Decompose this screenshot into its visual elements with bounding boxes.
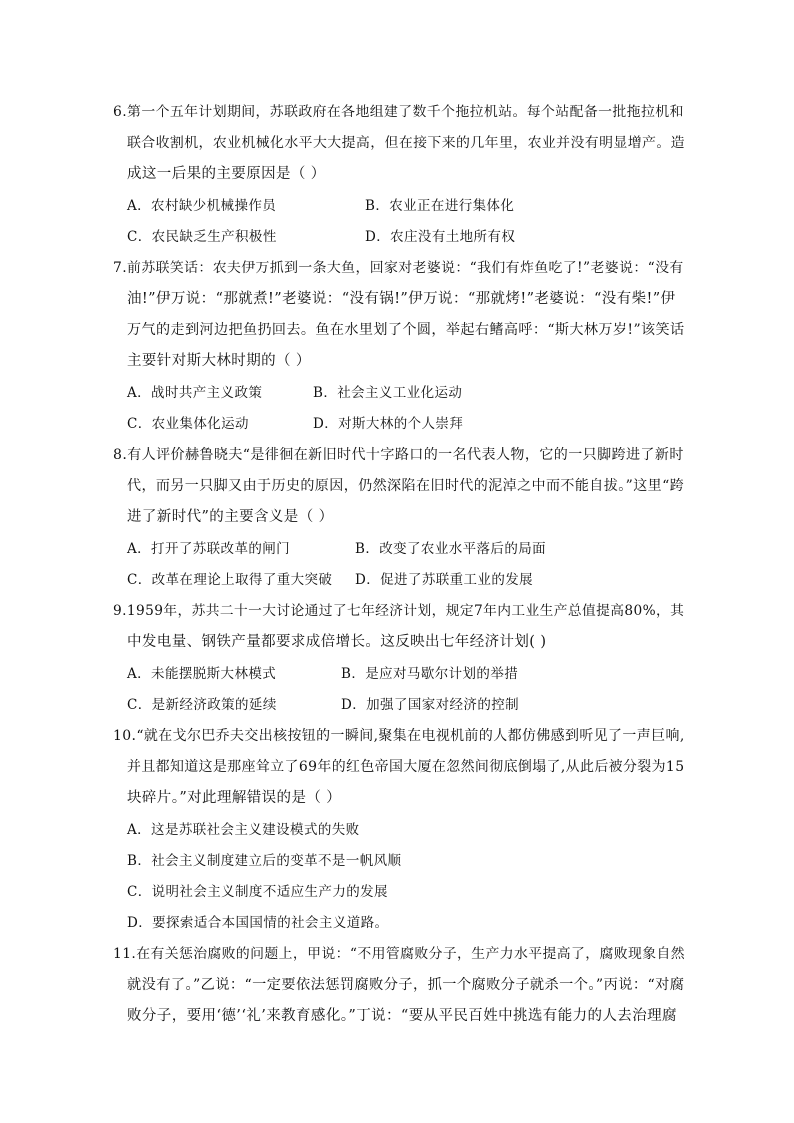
- q11-stem-line-3: 败分子，要用‘德’‘礼’来教育感化。”丁说：“要从平民百姓中挑选有能力的人去治理腐: [127, 1008, 677, 1024]
- q6-option-d: D．农庄没有土地所有权: [365, 229, 516, 245]
- q10-option-a: A．这是苏联社会主义建设模式的失败: [127, 822, 360, 838]
- q7-option-a: A．战时共产主义政策: [127, 385, 263, 401]
- q10-stem-line-2: 并且都知道这是那座耸立了69年的红色帝国大厦在忽然间彻底倒塌了,从此后被分裂为15: [127, 759, 685, 775]
- q8-stem-line-2: 代，而另一只脚又由于历史的原因，仍然深陷在旧时代的泥淖之中而不能自拔。”这里“跨: [127, 478, 685, 494]
- q6-stem-line-3: 成这一后果的主要原因是（ ）: [127, 166, 326, 182]
- q6-option-c: C．农民缺乏生产积极性: [127, 229, 277, 245]
- q8-option-b: B．改变了农业水平落后的局面: [355, 541, 547, 557]
- q10-stem-line-1: 10.“就在戈尔巴乔夫交出核按钮的一瞬间,聚集在电视机前的人都仿佛感到听见了一声巨响,: [113, 728, 685, 744]
- q10-option-d: D．要探索适合本国国情的社会主义道路。: [127, 915, 389, 931]
- q7-stem-line-2: 油!”伊万说：“那就煮!”老婆说：“没有锅!”伊万说：“那就烤!”老婆说：“没有柴!”伊: [127, 291, 676, 307]
- q7-option-d: D．对斯大林的个人崇拜: [313, 416, 464, 432]
- q8-option-c: C．改革在理论上取得了重大突破: [127, 572, 333, 588]
- q9-stem-line-2: 中发电量、钢铁产量都要求成倍增长。这反映出七年经济计划( ): [127, 634, 547, 650]
- q7-option-c: C．农业集体化运动: [127, 416, 249, 432]
- q9-stem-line-1: 9.1959年，苏共二十一大讨论通过了七年经济计划，规定7年内工业生产总值提高80%，其: [113, 603, 685, 619]
- q6-option-b: B．农业正在进行集体化: [365, 198, 515, 214]
- q10-option-c: C．说明社会主义制度不适应生产力的发展: [127, 884, 388, 900]
- q8-option-d: D．促进了苏联重工业的发展: [355, 572, 534, 588]
- q9-option-c: C．是新经济政策的延续: [127, 697, 277, 713]
- q11-stem-line-1: 11.在有关惩治腐败的问题上，甲说：“不用管腐败分子，生产力水平提高了，腐败现象自然: [113, 946, 685, 962]
- q7-stem-line-3: 万气的走到河边把鱼扔回去。鱼在水里划了个圆，举起右鳍高呼：“斯大林万岁!”该笑话: [127, 322, 685, 338]
- q6-stem-line-2: 联合收割机，农业机械化水平大大提高，但在接下来的几年里，农业并没有明显增产。造: [127, 135, 685, 151]
- q9-option-b: B．是应对马歇尔计划的举措: [341, 666, 519, 682]
- q8-stem-line-1: 8.有人评价赫鲁晓夫“是徘徊在新旧时代十字路口的一名代表人物，它的一只脚跨进了新时: [113, 447, 684, 463]
- q10-stem-line-3: 块碎片。”对此理解错误的是（ ）: [127, 790, 342, 806]
- q6-option-a: A．农村缺少机械操作员: [127, 198, 277, 214]
- q8-option-a: A．打开了苏联改革的闸门: [127, 541, 291, 557]
- q11-stem-line-2: 就没有了。”乙说：“一定要依法惩罚腐败分子，抓一个腐败分子就杀一个。”丙说：“对腐: [127, 977, 685, 993]
- q9-option-d: D．加强了国家对经济的控制: [341, 697, 520, 713]
- q8-stem-line-3: 进了新时代”的主要含义是（ ）: [127, 509, 334, 525]
- q7-stem-line-4: 主要针对斯大林时期的（ ）: [127, 353, 311, 369]
- q10-option-b: B．社会主义制度建立后的变革不是一帆风顺: [127, 853, 402, 869]
- q6-stem-line-1: 6.第一个五年计划期间，苏联政府在各地组建了数千个拖拉机站。每个站配备一批拖拉机和: [113, 104, 684, 120]
- q7-option-b: B．社会主义工业化运动: [313, 385, 463, 401]
- q9-option-a: A．未能摆脱斯大林模式: [127, 666, 277, 682]
- q7-stem-line-1: 7.前苏联笑话：农夫伊万抓到一条大鱼，回家对老婆说：“我们有炸鱼吃了!”老婆说：“没有: [113, 260, 684, 276]
